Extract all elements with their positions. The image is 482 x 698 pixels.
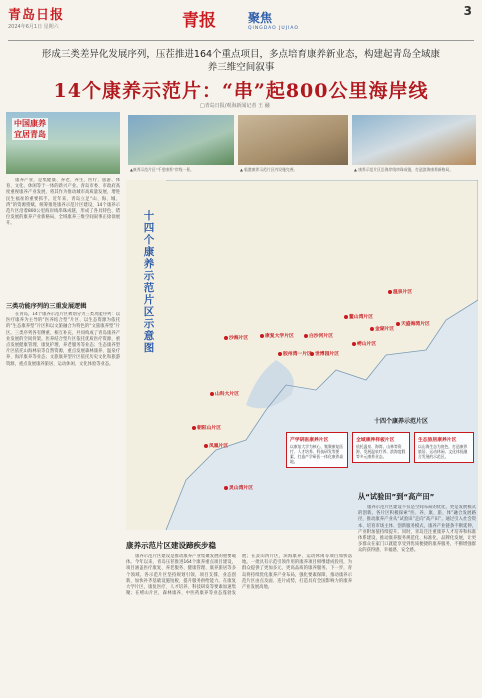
- callout-3-text: 以山海生态为底色，打造康养旅居、运动休闲、文化体验融合发展的示范区。: [418, 444, 468, 459]
- photo-coastline: [128, 115, 234, 165]
- paper-logo: 青岛日报: [8, 8, 65, 23]
- left-subhead: 三类功能序列的三重发展逻辑: [6, 303, 87, 310]
- map-pin: 凤凰片区: [204, 442, 228, 449]
- map-pin: 世博园片区: [310, 350, 339, 357]
- map-vertical-title: 十四个康养示范片区示意图: [143, 210, 155, 354]
- map-pin: 沙海片区: [224, 334, 248, 341]
- feature-image: [6, 112, 120, 174]
- map-pin: 白沙河片区: [304, 332, 333, 339]
- article-2-body: 康养示范片区建设不仅是空间布局的优化，更是发展模式的创新。各片区积极探索“医、养、康、旅、体”融合发展路径，推动康养产业从“试验田”走向“高产田”。通过引入社会资本、培育市场主体、创新服务模式，康养产业链条不断延伸，产业附加值持续提升。同时，青岛还注重康养人才培养和标准体系建设，推动康养服务规范化、标准化、品牌化发展，让更多群众在家门口就能享受到优质便捷的康养服务，不断增强群众的获得感、幸福感、安全感。: [358, 505, 476, 554]
- photo-caption-3: ▲ 康养示范片区沿海岸线串珠成链，打造滨海康养新格局。: [354, 167, 454, 172]
- masthead: [8, 4, 474, 38]
- feature-tag-1: 中国康养: [14, 119, 46, 128]
- map-pin: 山科大片区: [210, 390, 239, 397]
- article-2: [358, 492, 476, 698]
- map-pin: 胶州湾一片区: [278, 350, 312, 357]
- section-english: QINGDAO JUJIAO: [248, 26, 299, 31]
- section-title: 青报: [182, 11, 216, 31]
- callout-2-title: 全域康养样板片区: [356, 438, 395, 443]
- headline-kicker: 形成三类差异化发展序列，压茬推进164个重点项目，多点培育康养新业态，构建起青岛全域康养三维空间叙事: [41, 49, 441, 73]
- article-1-body: 康养示范片区建设是推动康养产业集聚发展的重要载体。今年以来，青岛压茬推进164个康养重点项目建设，项目涵盖医疗康复、养老服务、健康管理、康养旅居等多个领域。各示范片区坚持规划引领、项目支撑、业态创新，加快补齐基础设施短板，提升服务供给能力。在康复大学片区，康复医疗、人才培养、科技研发等要素加速集聚；在崂山片区，森林康养、中医药康养等业态蓬勃发展；在灵山湾片区，滨海康养、运动休闲等项目加快落地。一批具有示范引领作用的康养项目相继建成投用，为群众提供了更加多元、更高品质的康养服务。下一步，青岛将持续优化康养产业布局，强化要素保障，推动康养示范片区由点及面、连片成势，打造具有全国影响力的康养产业发展高地。: [126, 554, 352, 597]
- map-pin: 朝阳山片区: [192, 424, 221, 431]
- map-pin: 天盛海湾片区: [396, 320, 430, 327]
- left-body-text: 在青岛，14个康养示范片区被划分为三类功能序列：以医疗康养为主导的“医养结合型”片区、以生态资源为依托的“生态康养型”片区和以文旅融合为特色的“文旅康养型”片区。三类序列各有侧重、相互补充，共同构成了青岛康养产业发展的空间骨架。医养结合型片区依托优质医疗资源，重点发展健康管理、康复护理、养老服务等业态；生态康养型片区依托山海林泉等自然资源，重点发展森林康养、温泉疗养、海洋康养等业态；文旅康养型片区依托历史文化和旅游资源，重点发展康养旅居、运动休闲、文化体验等业态。: [6, 312, 120, 367]
- callout-3: [414, 432, 474, 463]
- photo-facility: [238, 115, 348, 165]
- map-pin: 灵山湾片区: [224, 484, 253, 491]
- article-2-title: 从“试验田”到“高产田”: [358, 492, 435, 501]
- map-box-label: 十四个康养示范片区: [374, 418, 429, 425]
- map-pin: 金湖片区: [370, 325, 394, 332]
- issue-meta: 2024年6月1日 星期六: [8, 24, 59, 30]
- callout-1-text: 以康复大学为核心，集聚康复医疗、人才培养、科技研发等要素，打造产学研医一体化康养高地。: [290, 444, 344, 464]
- article-1: [126, 540, 352, 698]
- map-pin: 温泉片区: [388, 288, 412, 295]
- map-pin: 鳌山湾片区: [344, 313, 373, 320]
- photo-waterfront: [352, 115, 476, 165]
- feature-tag-2: 宜居青岛: [14, 130, 46, 139]
- photo-caption-1: ▲康养示范片区“千里康养”岸线一景。: [130, 167, 194, 172]
- callout-1: [286, 432, 348, 468]
- masthead-rule: [8, 40, 474, 41]
- main-headline: 14个康养示范片：“串”起800公里海岸线: [53, 80, 429, 102]
- section-subtitle: 聚焦: [248, 11, 273, 25]
- lead-paragraph: 康养产业，是集健康、养老、养生、医疗、旅游、体育、文化、休闲等于一体的新兴产业。青岛市委、市政府高度重视康养产业发展，将其作为推动城市高质量发展、增进民生福祉的重要抓手。近年来，青岛立足“山、海、城、湾”的资源禀赋，统筹推进康养示范片区建设，14个康养示范片区沿着800公里海岸线串珠成链，形成了各具特色、错位发展的康养产业新格局，全域康养三维空间叙事正徐徐展开。: [6, 178, 120, 227]
- callout-1-title: 产学研医康养片区: [290, 438, 329, 443]
- district-map: [126, 180, 478, 530]
- callout-3-title: 生态旅居康养片区: [418, 438, 457, 443]
- page-number: 3: [463, 4, 472, 18]
- article-1-title: 康养示范片区建设蹄疾步稳: [126, 541, 216, 550]
- callout-2-text: 依托温泉、海湾、山林等资源，发展温泉疗养、滨海度假等多元康养业态。: [356, 444, 406, 459]
- left-column: [6, 112, 120, 492]
- photo-caption-2: ▲ 临港康养示范片区内设施完善。: [240, 167, 298, 172]
- map-pin: 康复大学片区: [260, 332, 294, 339]
- callout-2: [352, 432, 410, 463]
- byline: □青岛日报/观海新闻记者 王 融: [200, 103, 270, 109]
- map-pin: 崂山片区: [352, 340, 376, 347]
